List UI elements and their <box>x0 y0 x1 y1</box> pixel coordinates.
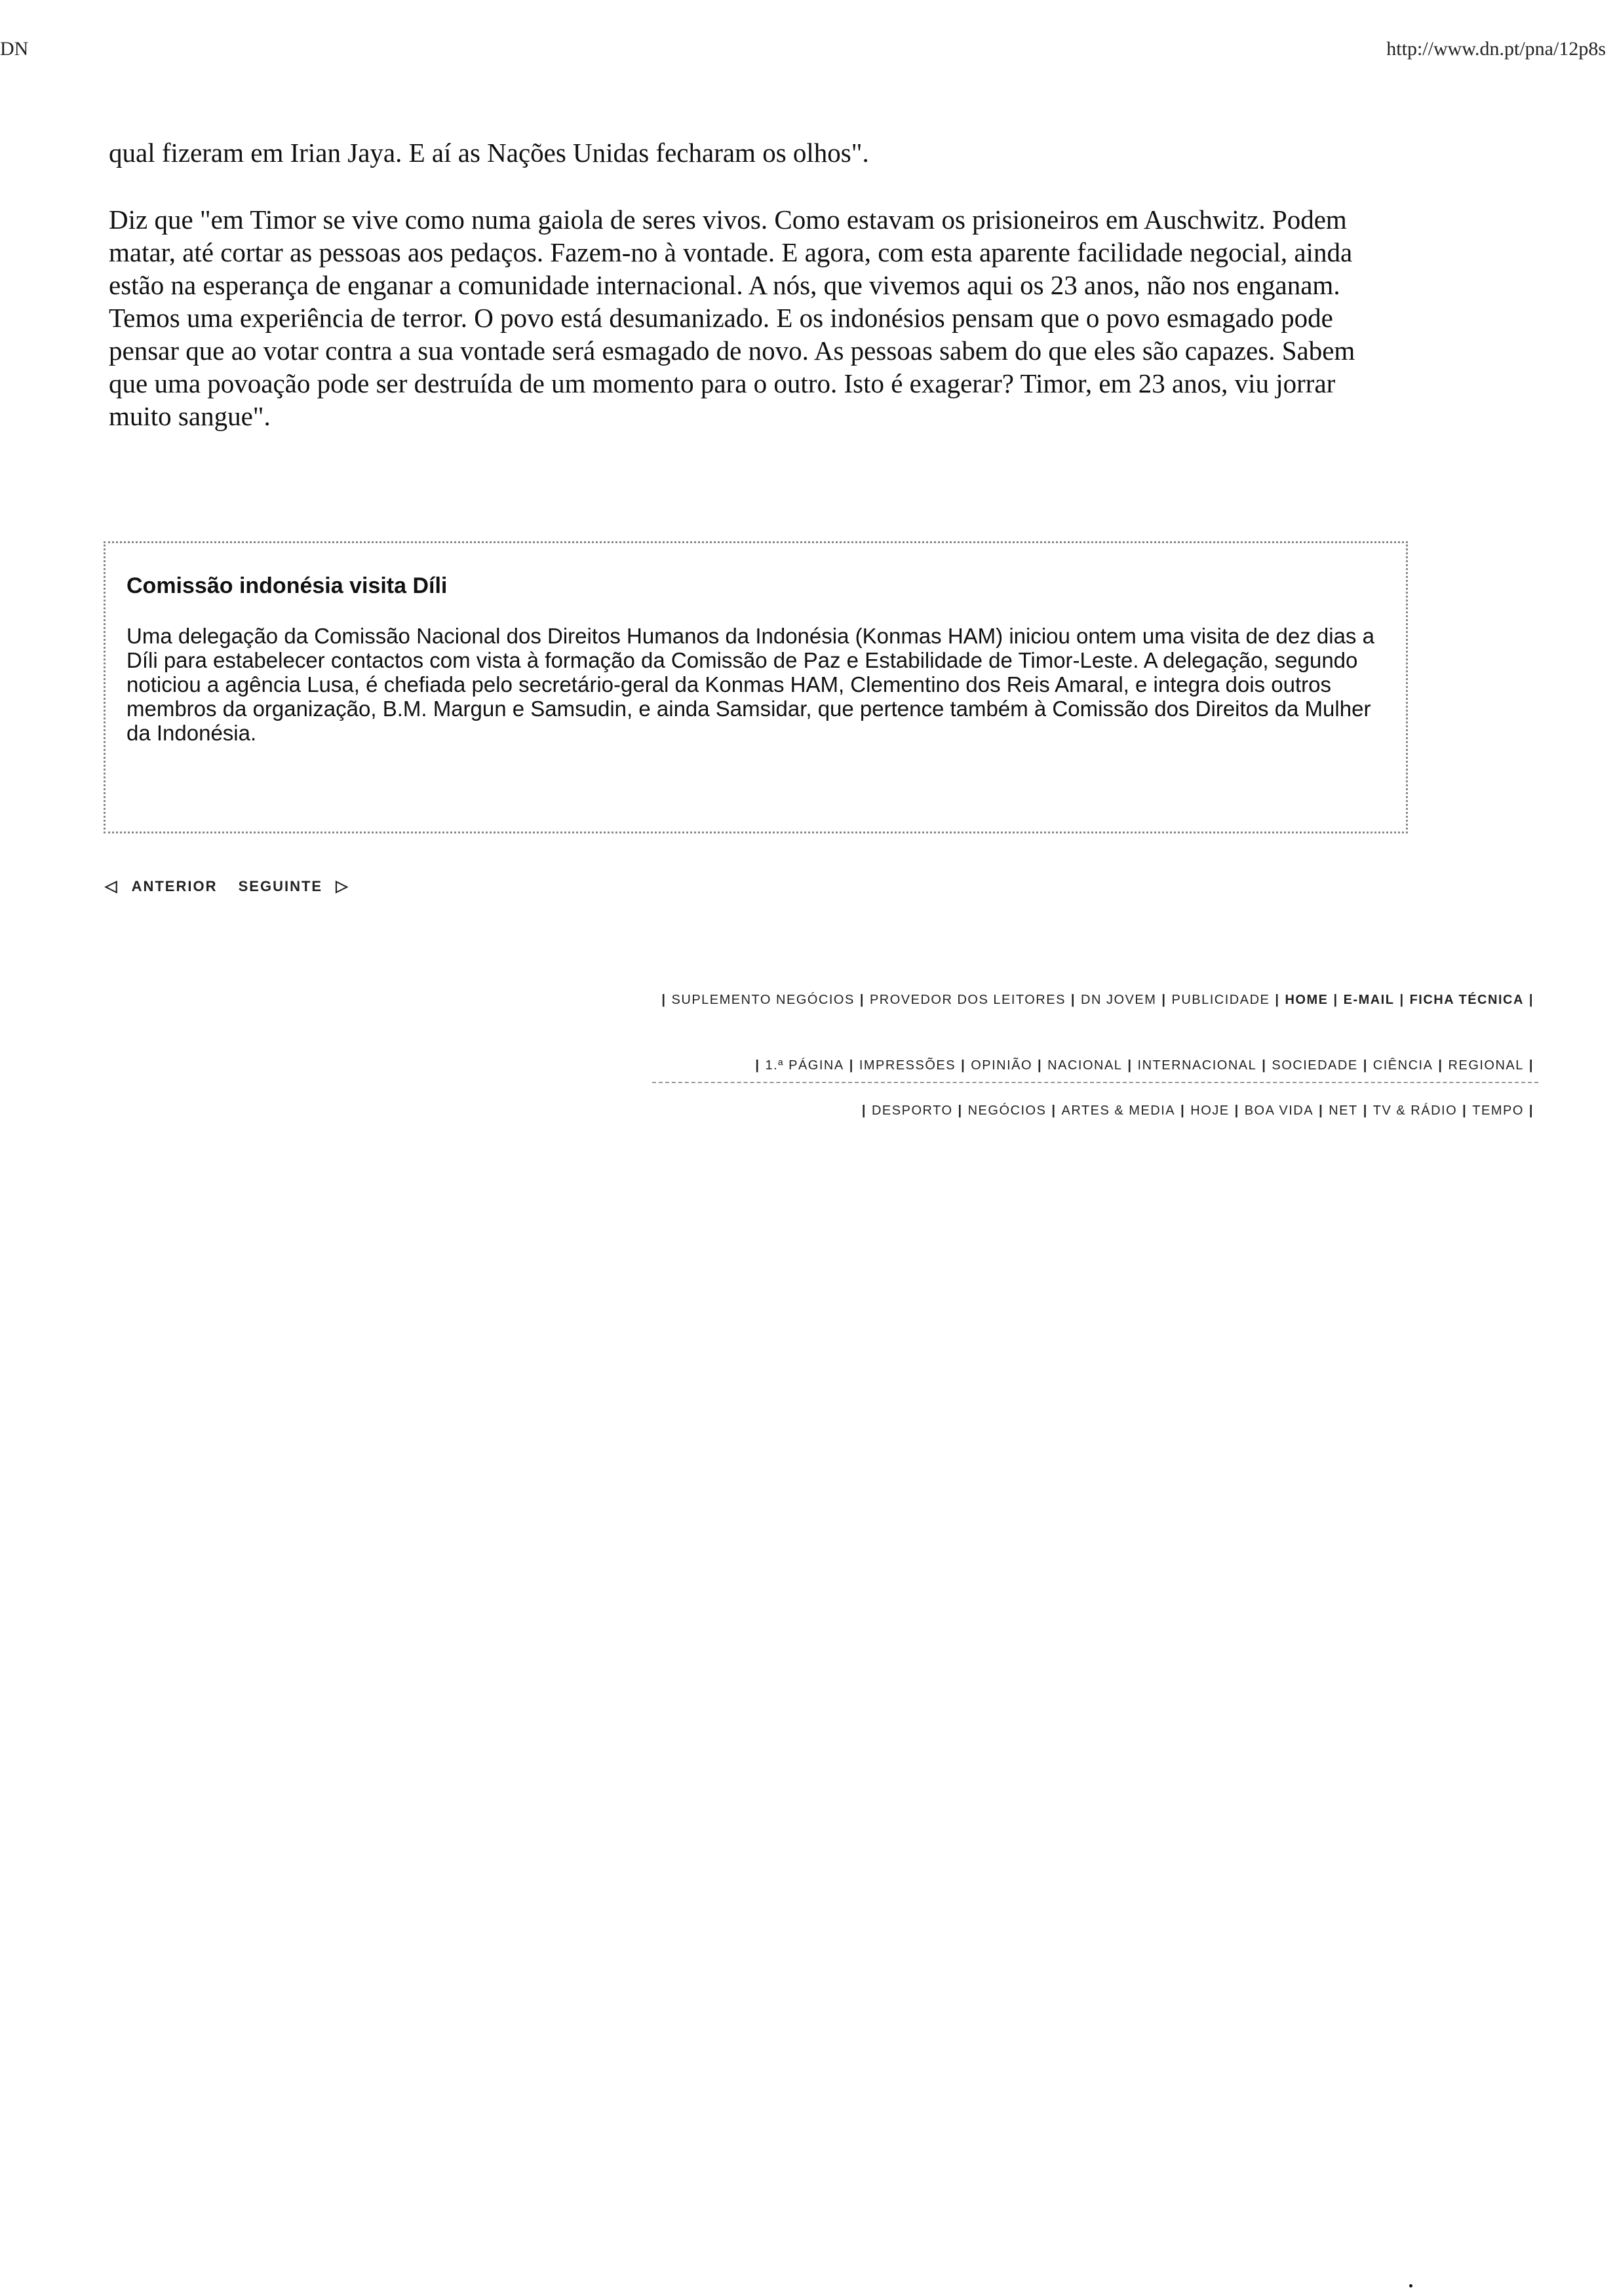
sidebar-box-text: Uma delegação da Comissão Nacional dos Direitos Humanos da Indonésia (Konmas HAM) iniciou ontem uma visita de dez dias a Díli para estabelecer contactos com vista à formação da Comissão de Paz e Estabilidade de Timor-Leste. A delegação, segundo noticiou a agência Lusa, é chefiada pelo secretário-geral da Konmas HAM, Clementino dos Reis Amaral, e integra dois outros membros da organização, B.M. Margun e Samsudin, e ainda Samsidar, que pertence também à Comissão dos Direitos da Mulher da Indonésia. <box>126 624 1374 745</box>
nav-link-email[interactable]: E-MAIL <box>1343 993 1395 1007</box>
nav-link-ciencia[interactable]: CIÊNCIA <box>1372 1058 1433 1073</box>
sidebar-box-title: Comissão indonésia visita Díli <box>126 573 448 598</box>
nav-link-impressoes[interactable]: IMPRESSÕES <box>859 1058 956 1073</box>
nav-link-artes-media[interactable]: ARTES & MEDIA <box>1061 1103 1176 1118</box>
footer-nav-row-3: | DESPORTO | NEGÓCIOS | ARTES & MEDIA | HOJE | BOA VIDA | NET | TV & RÁDIO | TEMPO | <box>861 1103 1534 1118</box>
nav-link-home[interactable]: HOME <box>1285 993 1329 1007</box>
nav-link-sociedade[interactable]: SOCIEDADE <box>1272 1058 1358 1073</box>
nav-link-negocios[interactable]: NEGÓCIOS <box>967 1103 1047 1118</box>
nav-link-nacional[interactable]: NACIONAL <box>1047 1058 1123 1073</box>
nav-link-dn-jovem[interactable]: DN JOVEM <box>1081 993 1157 1007</box>
nav-link-net[interactable]: NET <box>1329 1103 1358 1118</box>
pager <box>105 877 349 896</box>
next-arrow-icon[interactable]: ▷ <box>336 877 349 895</box>
nav-link-primeira-pagina[interactable]: 1.ª PÁGINA <box>765 1058 844 1073</box>
next-link[interactable]: SEGUINTE <box>238 878 323 894</box>
article-paragraph: Diz que "em Timor se vive como numa gaiola de seres vivos. Como estavam os prisioneiros em Auschwitz. Podem matar, até cortar as pessoas aos pedaços. Fazem-no à vontade. E agora, com esta aparente facilidade negocial, ainda estão na esperança de enganar a comunidade internacional. A nós, que vivemos aqui os 23 anos, não nos enganam. Temos uma experiência de terror. O povo está desumanizado. E os indonésios pensam que o povo esmagado pode pensar que ao votar contra a sua vontade será esmagado de novo. As pessoas sabem do que eles são capazes. Sabem que uma povoação pode ser destruída de um momento para o outro. Isto é exagerar? Timor, em 23 anos, viu jorrar muito sangue". <box>109 204 1355 431</box>
footer-nav-divider <box>652 1082 1538 1083</box>
nav-link-desporto[interactable]: DESPORTO <box>871 1103 953 1118</box>
article-paragraph: qual fizeram em Irian Jaya. E aí as Nações Unidas fecharam os olhos". <box>109 138 869 168</box>
scan-speck <box>1409 2284 1412 2287</box>
nav-link-publicidade[interactable]: PUBLICIDADE <box>1171 993 1270 1007</box>
nav-link-provedor-leitores[interactable]: PROVEDOR DOS LEITORES <box>869 993 1066 1007</box>
previous-arrow-icon[interactable]: ◁ <box>105 877 119 895</box>
sidebar-box <box>104 541 1408 833</box>
print-header-url: http://www.dn.pt/pna/12p8s <box>1386 38 1606 60</box>
nav-link-ficha-tecnica[interactable]: FICHA TÉCNICA <box>1409 993 1524 1007</box>
footer-nav-row-2: | 1.ª PÁGINA | IMPRESSÕES | OPINIÃO | NACIONAL | INTERNACIONAL | SOCIEDADE | CIÊNCIA | REGIONAL | <box>755 1058 1534 1073</box>
previous-link[interactable]: ANTERIOR <box>131 878 218 894</box>
nav-link-internacional[interactable]: INTERNACIONAL <box>1137 1058 1257 1073</box>
footer-nav-row-1: | SUPLEMENTO NEGÓCIOS | PROVEDOR DOS LEITORES | DN JOVEM | PUBLICIDADE | HOME | E-MAIL | FICHA TÉCNICA | <box>661 993 1534 1007</box>
nav-link-suplemento-negocios[interactable]: SUPLEMENTO NEGÓCIOS <box>671 993 855 1007</box>
nav-link-hoje[interactable]: HOJE <box>1190 1103 1230 1118</box>
nav-link-opiniao[interactable]: OPINIÃO <box>971 1058 1033 1073</box>
nav-link-regional[interactable]: REGIONAL <box>1448 1058 1524 1073</box>
nav-link-boa-vida[interactable]: BOA VIDA <box>1244 1103 1314 1118</box>
print-header-site: DN <box>0 38 29 60</box>
article-body <box>109 136 1387 467</box>
nav-link-tempo[interactable]: TEMPO <box>1472 1103 1524 1118</box>
print-header <box>0 38 1615 64</box>
nav-link-tv-radio[interactable]: TV & RÁDIO <box>1372 1103 1458 1118</box>
